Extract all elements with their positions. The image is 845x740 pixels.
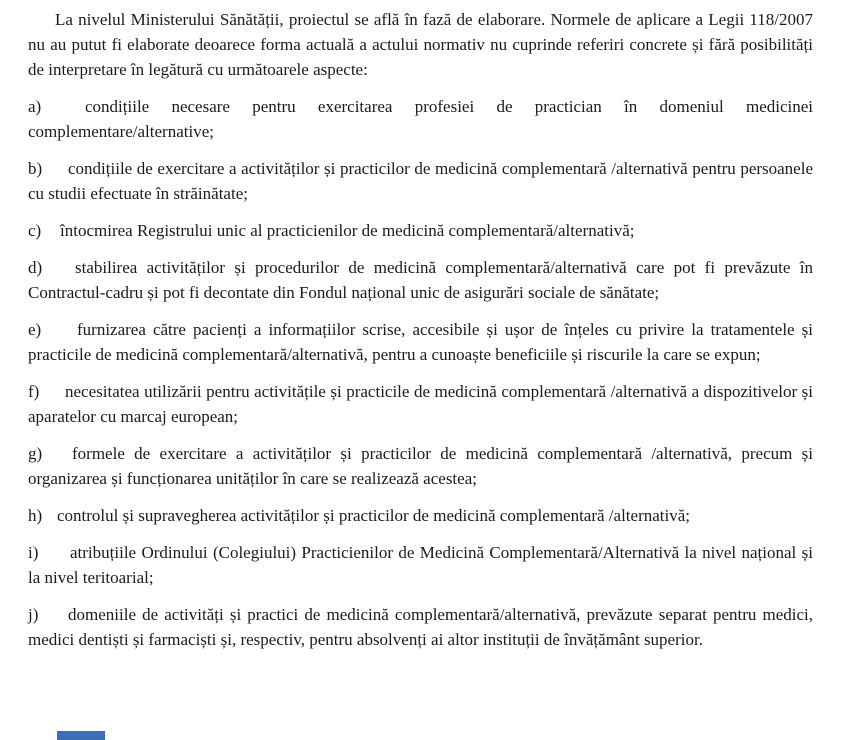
item-marker: h) (28, 506, 43, 525)
list-item-d (28, 255, 813, 305)
item-marker: f) (28, 382, 40, 401)
list-item-i (28, 540, 813, 590)
item-text: întocmirea Registrului unic al practicienilor de medicină complementară/alternativă; (60, 221, 635, 240)
item-text: furnizarea către pacienți a informațiilor scrise, accesibile și ușor de înțeles cu privire la tratamentele și practicile de medicină complementară/alternativă, pentru a cunoaște beneficiile și riscurile la care se expun; (28, 320, 813, 364)
item-marker: i) (28, 543, 39, 562)
item-marker: a) (28, 97, 42, 116)
item-text: condițiile necesare pentru exercitarea profesiei de practician în domeniul medicinei complementare/alternative; (28, 97, 813, 141)
item-marker: e) (28, 320, 42, 339)
list-item-j (28, 602, 813, 652)
list-item-h (28, 503, 813, 528)
item-marker: j) (28, 605, 39, 624)
list-item-b (28, 156, 813, 206)
list-item-f (28, 379, 813, 429)
item-text: controlul și supravegherea activităților și practicilor de medicină complementară /alternativă; (57, 506, 690, 525)
item-text: necesitatea utilizării pentru activitățile și practicile de medicină complementară /alternativă a dispozitivelor și aparatelor cu marcaj european; (28, 382, 813, 426)
item-marker: c) (28, 221, 42, 240)
item-text: atribuțiile Ordinului (Colegiului) Practicienilor de Medicină Complementară/Alternativă la nivel național și la nivel teritoarial; (28, 543, 813, 587)
item-text: domeniile de activități și practici de medicină complementară/alternativă, prevăzute separat pentru medici, medici dentiști și farmaciști și, respectiv, pentru absolvenți ai altor instituții de învățământ superior. (28, 605, 813, 649)
list-item-e (28, 317, 813, 367)
item-marker: g) (28, 444, 43, 463)
list-item-c (28, 218, 813, 243)
intro-paragraph: La nivelul Ministerului Sănătății, proiectul se află în fază de elaborare. Normele de aplicare a Legii 118/2007 nu au putut fi elaborate deoarece forma actuală a actului normativ nu cuprinde referiri concrete și fără posibilități de interpretare în legătură cu următoarele aspecte: (28, 10, 813, 79)
item-text: stabilirea activităților și procedurilor de medicină complementară/alternativă care pot fi prevăzute în Contractul-cadru și pot fi decontate din Fondul național unic de asigurări sociale de sănătate; (28, 258, 813, 302)
item-marker: b) (28, 159, 43, 178)
item-marker: d) (28, 258, 43, 277)
clipped-blue-element[interactable] (57, 731, 105, 740)
item-text: formele de exercitare a activităților și practicilor de medicină complementară /alternativă, precum și organizarea și funcționarea unităților în care se realizează acestea; (28, 444, 813, 488)
item-text: condițiile de exercitare a activităților și practicilor de medicină complementară /alternativă pentru persoanele cu studii efectuate în străinătate; (28, 159, 813, 203)
list-item-g (28, 441, 813, 491)
list-item-a (28, 94, 813, 144)
